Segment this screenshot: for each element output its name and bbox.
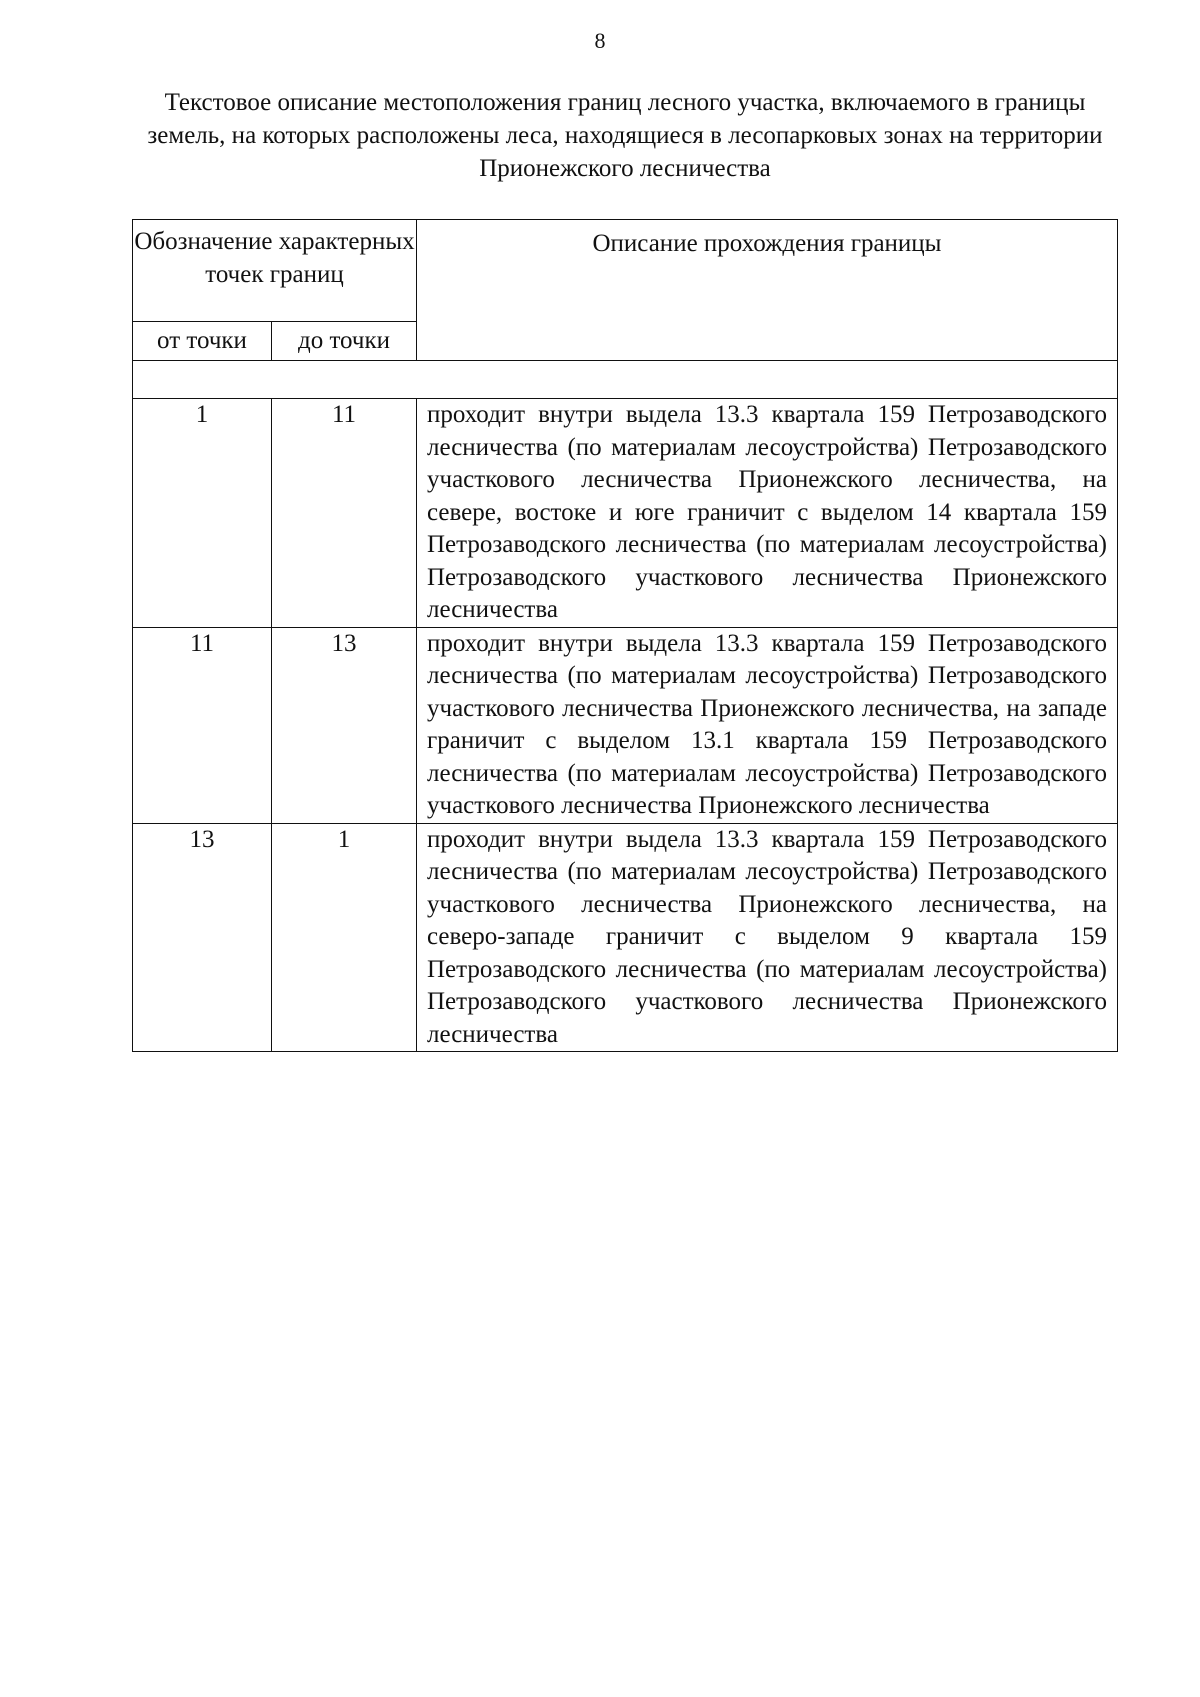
document-title: Текстовое описание местоположения границ лесного участка, включаемого в границы земель, на которых расположены леса, находящиеся в лесопарковых зонах на территории Прионежского лесничества — [147, 89, 1103, 182]
table-row — [133, 627, 1118, 823]
header-to-point: до точки — [272, 322, 417, 361]
page-number: 8 — [594, 28, 606, 53]
table-empty-row — [133, 361, 1118, 399]
boundary-description-cell: проходит внутри выдела 13.3 квартала 159 Петрозаводского лесничества (по материалам лесоустройства) Петрозаводского участкового лесничества Прионежского лесничества, на западе граничит с выделом 13.1 квартала 159 Петрозаводского лесничества (по материалам лесоустройства) Петрозаводского участкового лесничества Прионежского лесничества — [417, 627, 1118, 823]
from-point-cell: 11 — [133, 627, 272, 823]
boundary-table — [132, 219, 1118, 1052]
boundary-description-cell: проходит внутри выдела 13.3 квартала 159 Петрозаводского лесничества (по материалам лесоустройства) Петрозаводского участкового лесничества Прионежского лесничества, на северо-западе граничит с выделом 9 квартала 159 Петрозаводского лесничества (по материалам лесоустройства) Петрозаводского участкового лесничества Прионежского лесничества — [417, 823, 1118, 1052]
header-points-designation: Обозначение характерных точек границ — [133, 220, 417, 322]
table-header-row — [133, 220, 1118, 322]
to-point-cell: 11 — [272, 399, 417, 628]
table-row — [133, 399, 1118, 628]
from-point-cell: 1 — [133, 399, 272, 628]
from-point-cell: 13 — [133, 823, 272, 1052]
empty-cell — [133, 361, 1118, 399]
table-row — [133, 823, 1118, 1052]
header-boundary-description: Описание прохождения границы — [417, 220, 1118, 361]
to-point-cell: 1 — [272, 823, 417, 1052]
boundary-description-cell: проходит внутри выдела 13.3 квартала 159 Петрозаводского лесничества (по материалам лесоустройства) Петрозаводского участкового лесничества Прионежского лесничества, на севере, востоке и юге граничит с выделом 14 квартала 159 Петрозаводского лесничества (по материалам лесоустройства) Петрозаводского участкового лесничества Прионежского лесничества — [417, 399, 1118, 628]
header-from-point: от точки — [133, 322, 272, 361]
to-point-cell: 13 — [272, 627, 417, 823]
